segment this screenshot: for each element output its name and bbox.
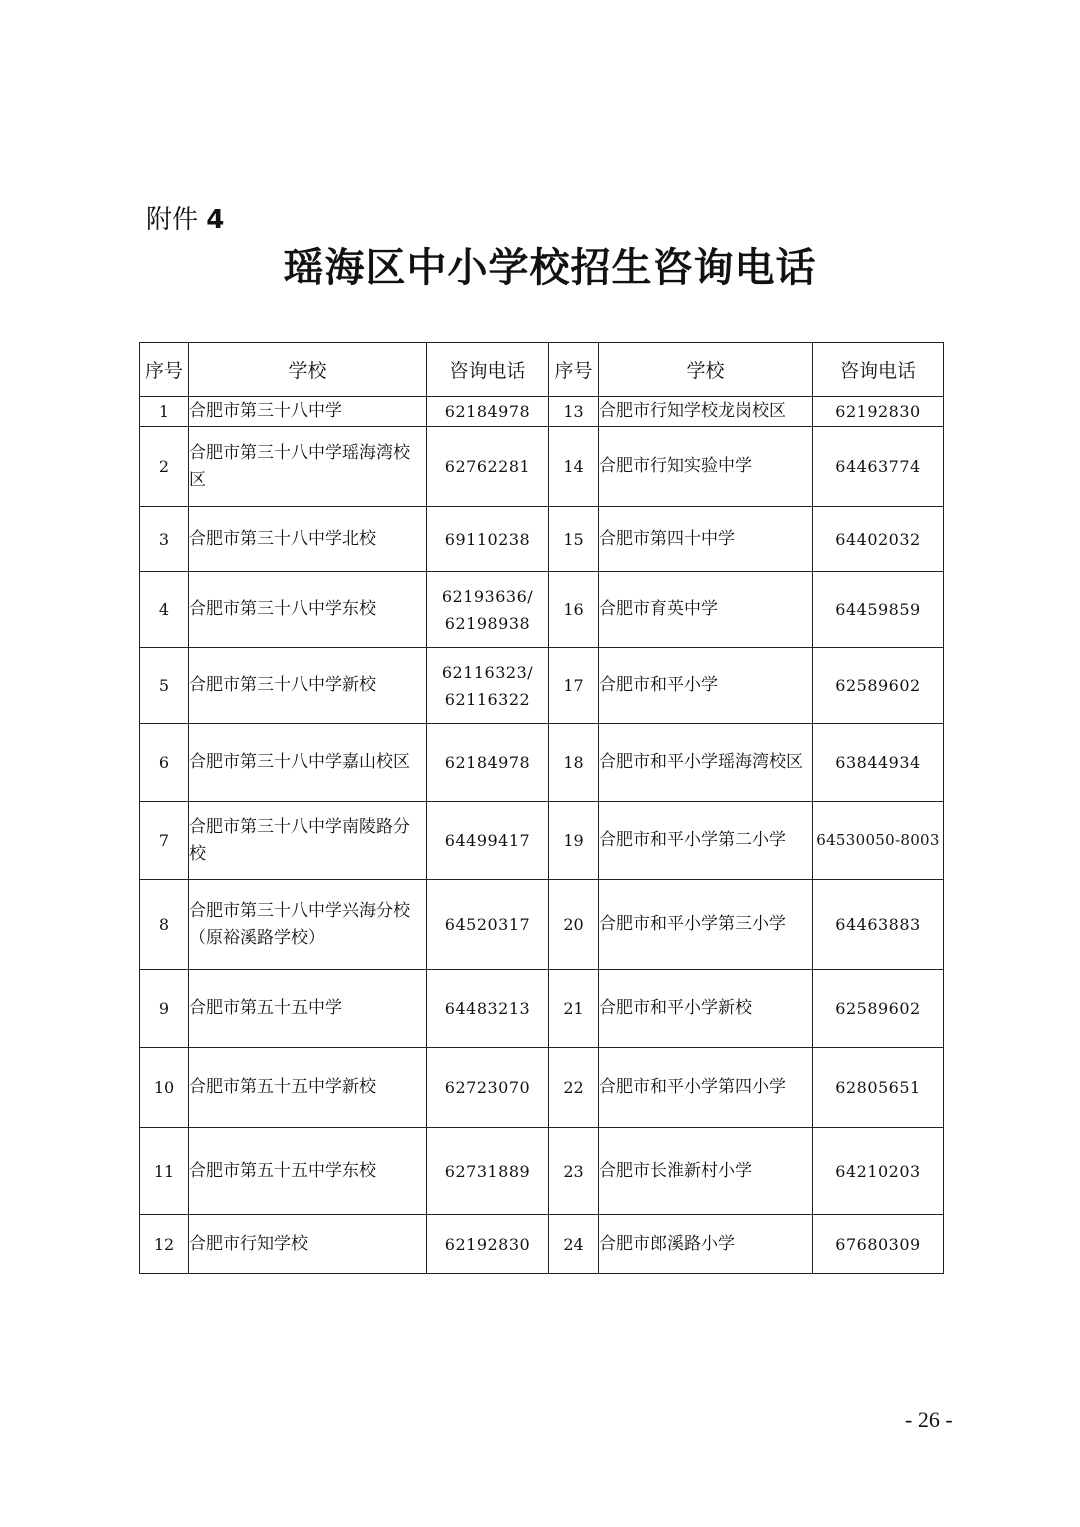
table-row: [140, 427, 944, 507]
row-number: 8: [140, 880, 189, 970]
row-number: 22: [549, 1048, 599, 1128]
row-number: 18: [549, 724, 599, 802]
row-number: 20: [549, 880, 599, 970]
school-name: 合肥市第五十五中学东校: [189, 1128, 427, 1215]
table-row: [140, 1215, 944, 1274]
table-row: [140, 802, 944, 880]
school-name: 合肥市和平小学新校: [599, 970, 813, 1048]
table-row: [140, 1128, 944, 1215]
phone-number: 64483213: [427, 970, 549, 1048]
school-name: 合肥市第三十八中学瑶海湾校区: [189, 427, 427, 507]
school-name: 合肥市和平小学第二小学: [599, 802, 813, 880]
row-number: 19: [549, 802, 599, 880]
school-name: 合肥市和平小学第四小学: [599, 1048, 813, 1128]
row-number: 5: [140, 648, 189, 724]
row-number: 15: [549, 507, 599, 572]
row-number: 12: [140, 1215, 189, 1274]
consultation-phone-table: [139, 342, 944, 1274]
row-number: 24: [549, 1215, 599, 1274]
school-name: 合肥市育英中学: [599, 572, 813, 648]
attachment-label-text: 附件: [146, 205, 199, 235]
school-name: 合肥市行知学校龙岗校区: [599, 397, 813, 427]
phone-number: 67680309: [813, 1215, 944, 1274]
table-row: [140, 970, 944, 1048]
phone-number: 69110238: [427, 507, 549, 572]
phone-number: 64463774: [813, 427, 944, 507]
phone-number: 64499417: [427, 802, 549, 880]
row-number: 2: [140, 427, 189, 507]
phone-number: 62184978: [427, 724, 549, 802]
column-header-school: 学校: [599, 343, 813, 397]
row-number: 11: [140, 1128, 189, 1215]
phone-number: 64463883: [813, 880, 944, 970]
school-name: 合肥市第三十八中学东校: [189, 572, 427, 648]
phone-number: 62192830: [427, 1215, 549, 1274]
phone-number: 62589602: [813, 648, 944, 724]
phone-number: 62731889: [427, 1128, 549, 1215]
column-header-no: 序号: [140, 343, 189, 397]
phone-number: 64210203: [813, 1128, 944, 1215]
school-name: 合肥市和平小学: [599, 648, 813, 724]
row-number: 6: [140, 724, 189, 802]
table-row: [140, 572, 944, 648]
table-row: [140, 648, 944, 724]
school-name: 合肥市第三十八中学: [189, 397, 427, 427]
row-number: 16: [549, 572, 599, 648]
phone-number: 64402032: [813, 507, 944, 572]
school-name: 合肥市第三十八中学南陵路分校: [189, 802, 427, 880]
school-name: 合肥市第三十八中学嘉山校区: [189, 724, 427, 802]
phone-number: 62805651: [813, 1048, 944, 1128]
table-row: [140, 507, 944, 572]
phone-number: 62192830: [813, 397, 944, 427]
row-number: 14: [549, 427, 599, 507]
phone-number: 64530050-8003: [813, 802, 944, 880]
table-row: [140, 724, 944, 802]
row-number: 7: [140, 802, 189, 880]
column-header-school: 学校: [189, 343, 427, 397]
phone-number: 63844934: [813, 724, 944, 802]
school-name: 合肥市行知学校: [189, 1215, 427, 1274]
school-name: 合肥市和平小学第三小学: [599, 880, 813, 970]
school-name: 合肥市第五十五中学新校: [189, 1048, 427, 1128]
row-number: 13: [549, 397, 599, 427]
row-number: 23: [549, 1128, 599, 1215]
column-header-no: 序号: [549, 343, 599, 397]
column-header-phone: 咨询电话: [813, 343, 944, 397]
row-number: 3: [140, 507, 189, 572]
table-row: [140, 1048, 944, 1128]
phone-number: 62184978: [427, 397, 549, 427]
row-number: 10: [140, 1048, 189, 1128]
school-name: 合肥市第三十八中学兴海分校（原裕溪路学校）: [189, 880, 427, 970]
phone-number: 62193636/ 62198938: [427, 572, 549, 648]
row-number: 17: [549, 648, 599, 724]
column-header-phone: 咨询电话: [427, 343, 549, 397]
phone-number: 62723070: [427, 1048, 549, 1128]
page-title: 瑶海区中小学校招生咨询电话: [283, 244, 817, 291]
school-name: 合肥市第五十五中学: [189, 970, 427, 1048]
row-number: 21: [549, 970, 599, 1048]
school-name: 合肥市第四十中学: [599, 507, 813, 572]
phone-number: 64459859: [813, 572, 944, 648]
phone-number: 62762281: [427, 427, 549, 507]
school-name: 合肥市第三十八中学北校: [189, 507, 427, 572]
school-name: 合肥市长淮新村小学: [599, 1128, 813, 1215]
school-name: 合肥市和平小学瑶海湾校区: [599, 724, 813, 802]
school-name: 合肥市第三十八中学新校: [189, 648, 427, 724]
row-number: 1: [140, 397, 189, 427]
attachment-number: 4: [206, 205, 225, 235]
school-name: 合肥市行知实验中学: [599, 427, 813, 507]
phone-number: 64520317: [427, 880, 549, 970]
phone-number: 62116323/ 62116322: [427, 648, 549, 724]
row-number: 9: [140, 970, 189, 1048]
attachment-label: [146, 200, 224, 240]
row-number: 4: [140, 572, 189, 648]
phone-number: 62589602: [813, 970, 944, 1048]
table-row: [140, 397, 944, 427]
table-row: [140, 880, 944, 970]
table-header-row: [140, 343, 944, 397]
page-number: - 26 -: [905, 1407, 953, 1432]
school-name: 合肥市郎溪路小学: [599, 1215, 813, 1274]
